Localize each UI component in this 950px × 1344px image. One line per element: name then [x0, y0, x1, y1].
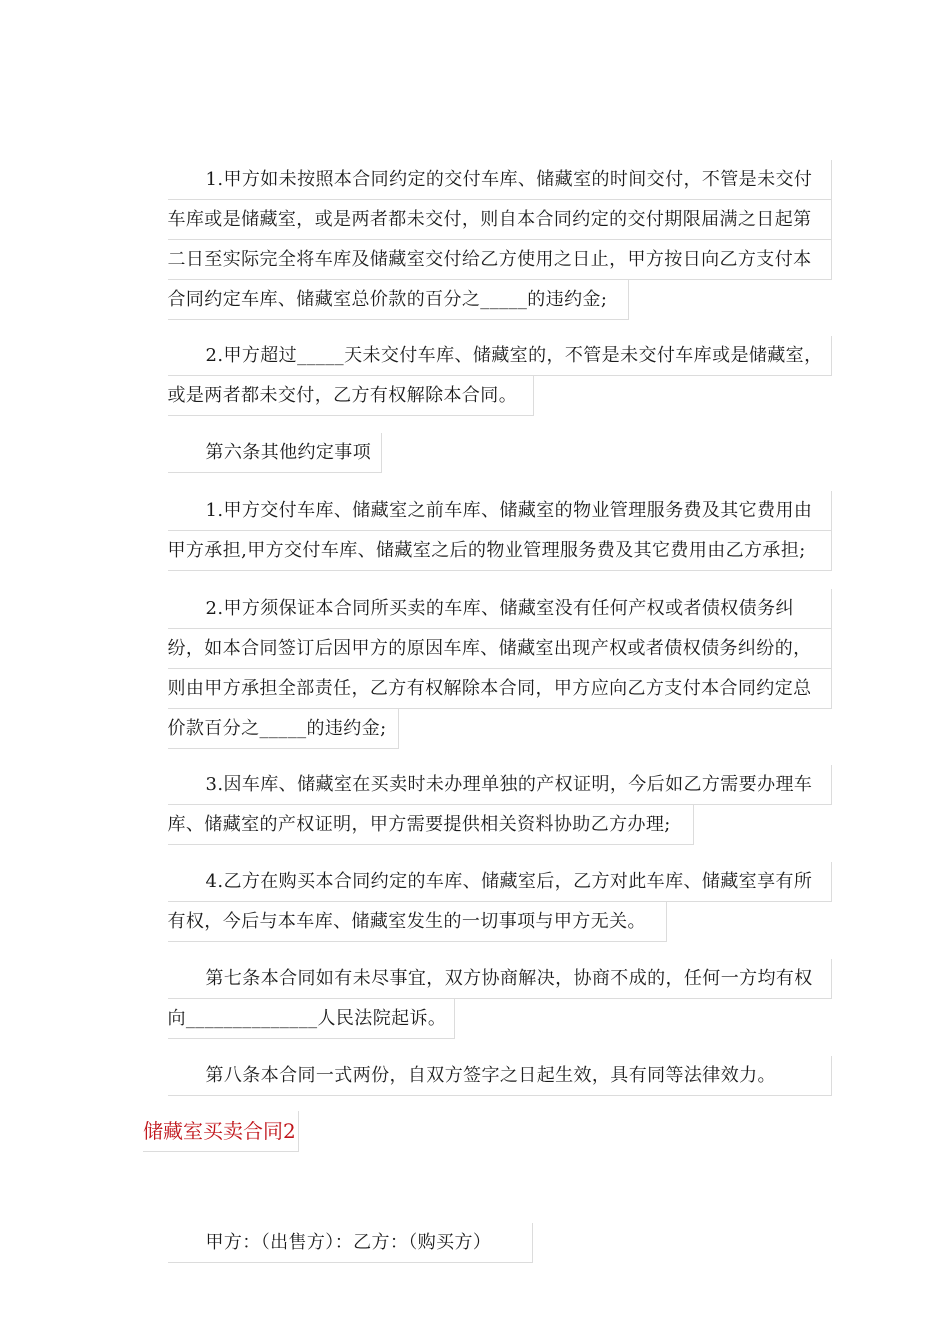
- paragraph-line: 第六条其他约定事项: [168, 433, 382, 473]
- paragraph-line: 向______________人民法院起诉。: [168, 999, 455, 1039]
- paragraph-line: 2.甲方须保证本合同所买卖的车库、储藏室没有任何产权或者债权债务纠: [168, 589, 832, 629]
- paragraph-line: 库、储藏室的产权证明，甲方需要提供相关资料协助乙方办理;: [168, 805, 694, 845]
- paragraph-line: 第七条本合同如有未尽事宜，双方协商解决，协商不成的，任何一方均有权: [168, 959, 832, 999]
- paragraph-line: 甲方：（出售方）：乙方：（购买方）: [168, 1223, 533, 1263]
- parties-line: [143, 1184, 533, 1302]
- paragraph-line: 2.甲方超过_____天未交付车库、储藏室的，不管是未交付车库或是储藏室，: [168, 336, 832, 376]
- paragraph-line: 二日至实际完全将车库及储藏室交付给乙方使用之日止，甲方按日向乙方支付本: [168, 240, 832, 280]
- paragraph-line: 合同约定车库、储藏室总价款的百分之_____的违约金;: [168, 280, 629, 320]
- paragraph-line: 纷，如本合同签订后因甲方的原因车库、储藏室出现产权或者债权债务纠纷的，: [168, 629, 832, 669]
- paragraph-line: 1.甲方交付车库、储藏室之前车库、储藏室的物业管理服务费及其它费用由: [168, 491, 832, 531]
- paragraph-line: 3.因车库、储藏室在买卖时未办理单独的产权证明，今后如乙方需要办理车: [168, 765, 832, 805]
- paragraph-line: 1.甲方如未按照本合同约定的交付车库、储藏室的时间交付，不管是未交付: [168, 160, 832, 200]
- paragraph-line: 则由甲方承担全部责任，乙方有权解除本合同，甲方应向乙方支付本合同约定总: [168, 669, 832, 709]
- paragraph-line: 价款百分之_____的违约金;: [168, 709, 399, 749]
- paragraph-line: 有权，今后与本车库、储藏室发生的一切事项与甲方无关。: [168, 902, 667, 942]
- paragraph-line: 第八条本合同一式两份，自双方签字之日起生效，具有同等法律效力。: [168, 1056, 832, 1096]
- paragraph-line: 或是两者都未交付，乙方有权解除本合同。: [168, 376, 534, 416]
- paragraph-line: 4.乙方在购买本合同约定的车库、储藏室后，乙方对此车库、储藏室享有所: [168, 862, 832, 902]
- section-title: 储藏室买卖合同2: [143, 1111, 299, 1152]
- paragraph-line: 车库或是储藏室，或是两者都未交付，则自本合同约定的交付期限届满之日起第: [168, 200, 832, 240]
- paragraph-line: 甲方承担,甲方交付车库、储藏室之后的物业管理服务费及其它费用由乙方承担;: [168, 531, 832, 571]
